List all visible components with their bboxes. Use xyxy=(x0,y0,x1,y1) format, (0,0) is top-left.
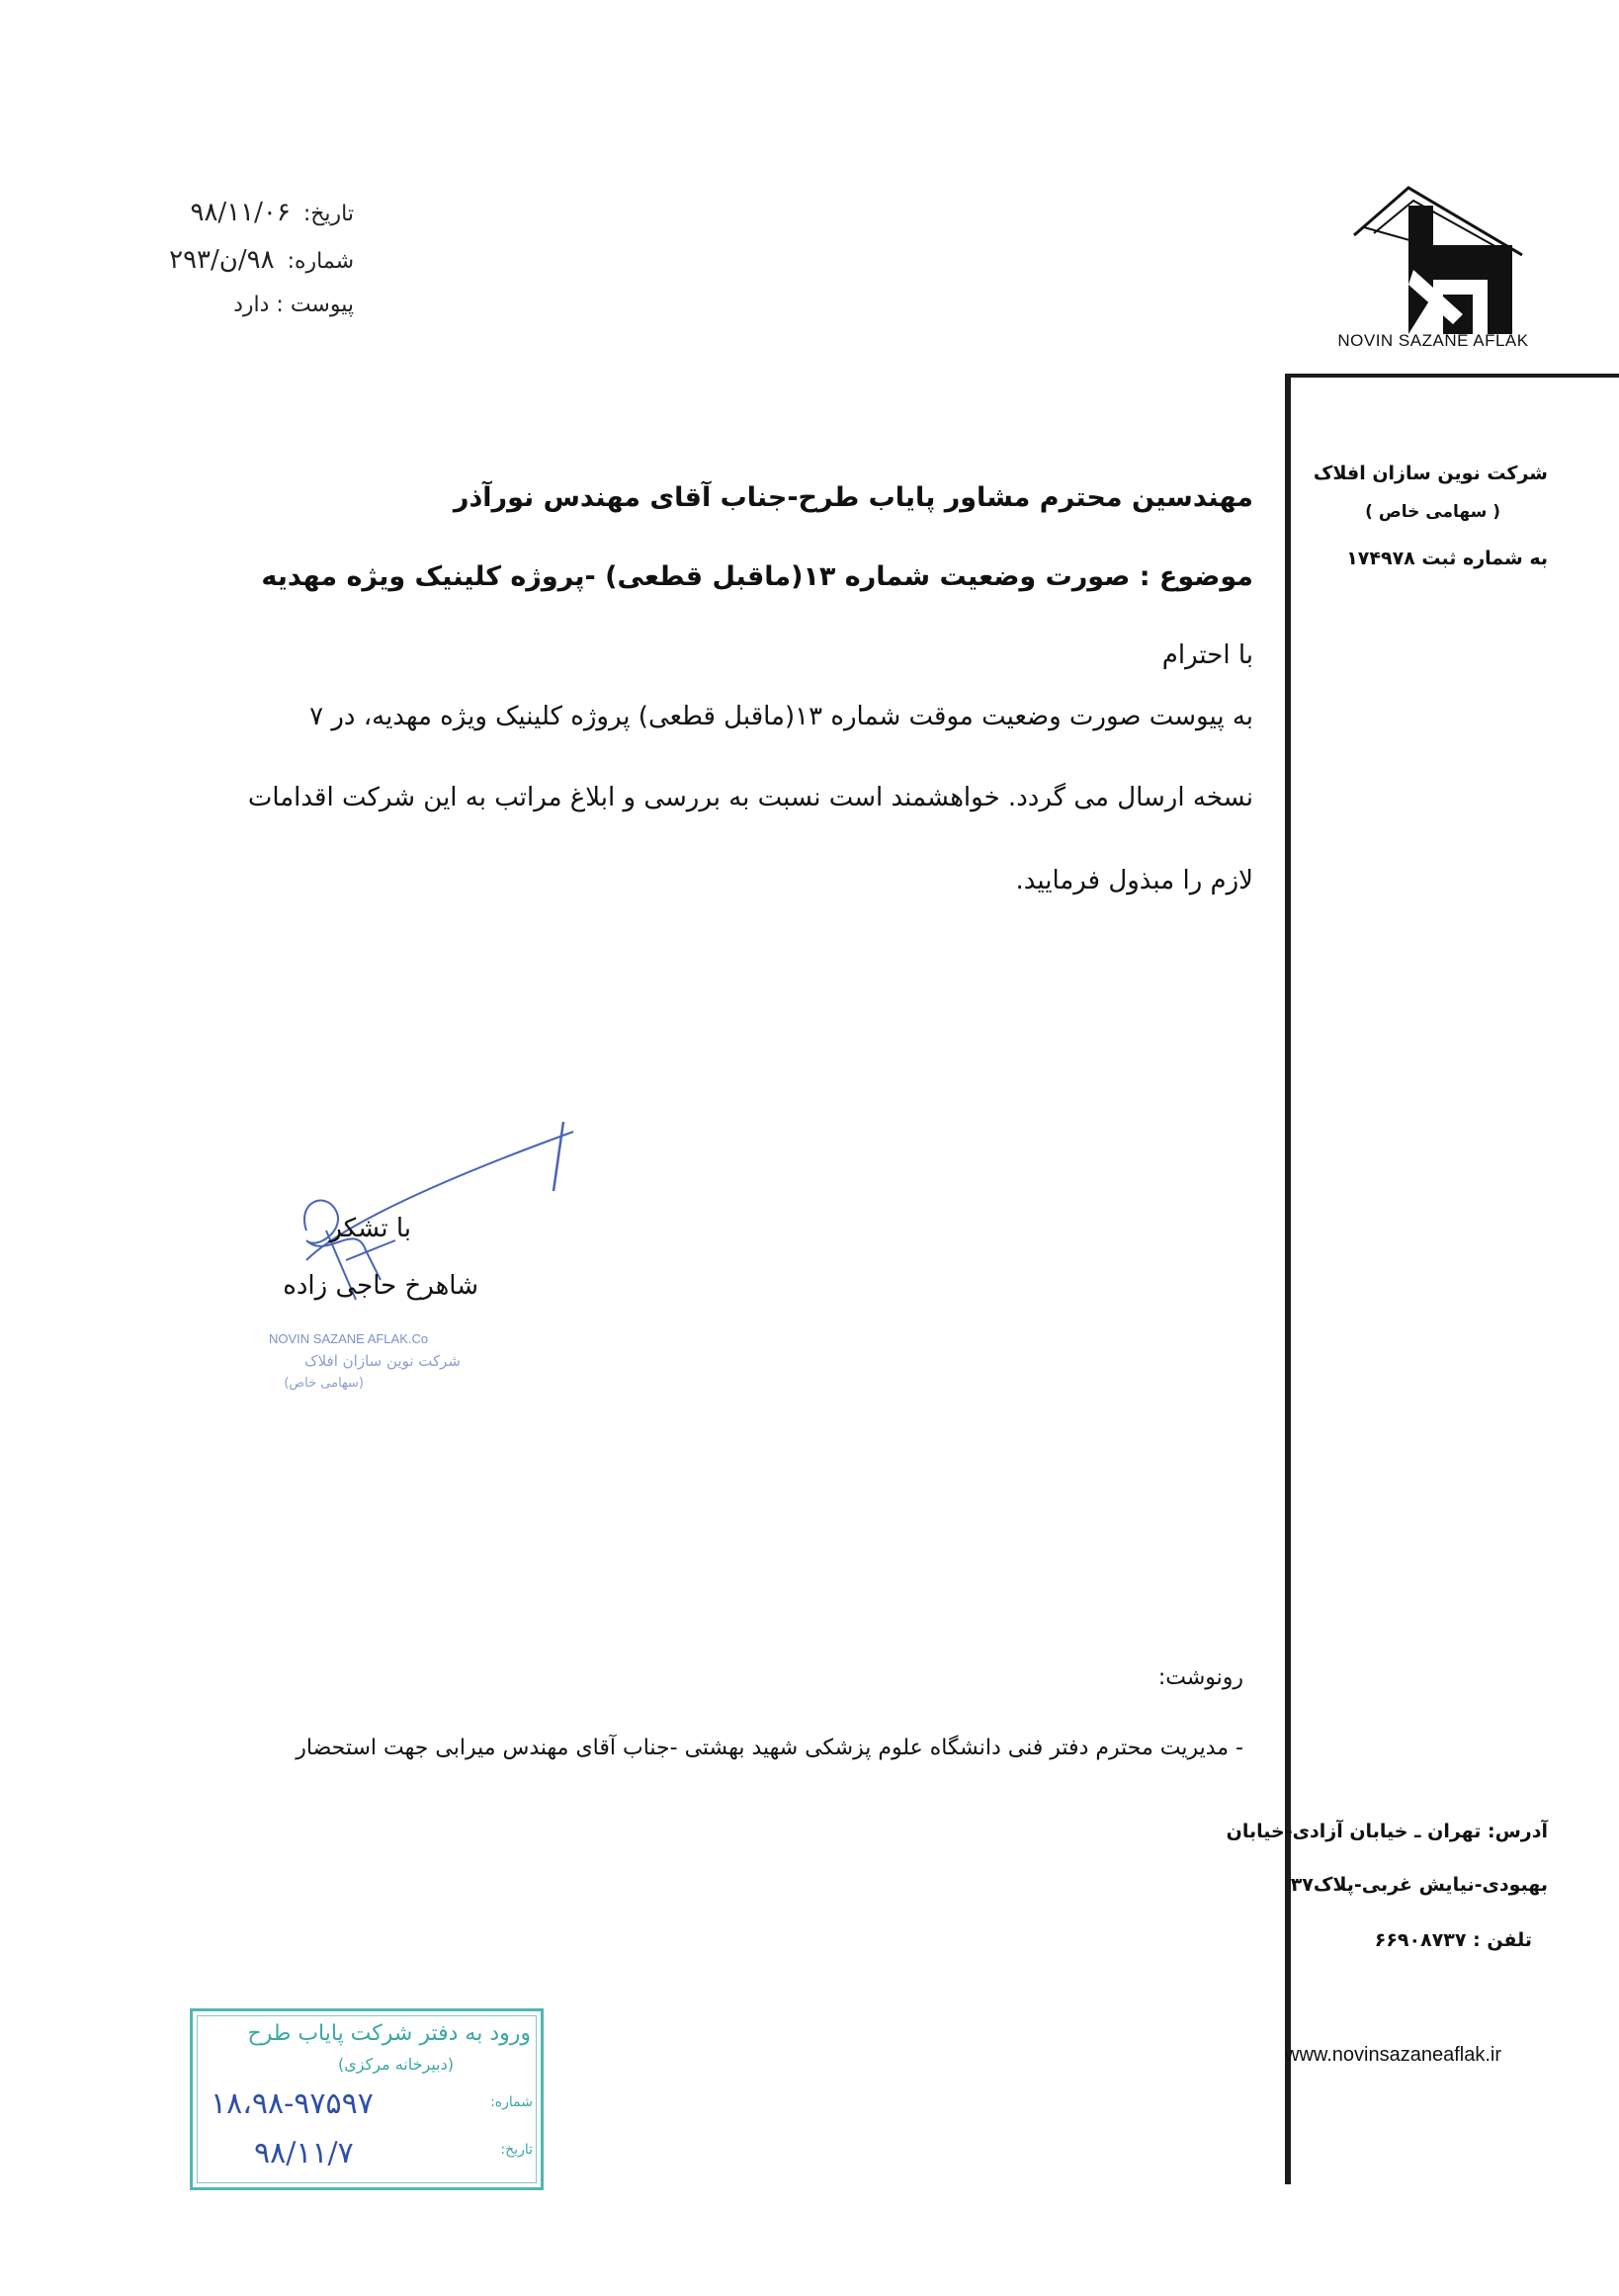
receipt-date-label: تاریخ: xyxy=(500,2142,533,2158)
closing: با تشکر xyxy=(329,1214,411,1243)
attachment-line xyxy=(233,293,354,317)
registration-number: به شماره ثبت ۱۷۴۹۷۸ xyxy=(1346,548,1548,569)
phone: تلفن : ۶۶۹۰۸۷۳۷ xyxy=(1374,1929,1532,1951)
number-label: شماره: xyxy=(287,249,354,274)
receipt-number-label: شماره: xyxy=(490,2094,533,2110)
signer-name: شاهرخ حاجی زاده xyxy=(283,1271,478,1301)
header-rule xyxy=(1285,374,1619,378)
date-line xyxy=(191,198,355,227)
salutation: با احترام xyxy=(1161,640,1253,670)
body-line-1: به پیوست صورت وضعیت موقت شماره ۱۳(ماقبل قطعی) پروژه کلینیک ویژه مهدیه، در ۷ xyxy=(309,702,1253,731)
company-logo xyxy=(1315,176,1542,354)
receipt-title: ورود به دفتر شرکت پایاب طرح xyxy=(247,2021,531,2046)
company-name: شرکت نوین سازان افلاک xyxy=(1313,463,1548,484)
body-line-2: نسخه ارسال می گردد. خواهشمند است نسبت به بررسی و ابلاغ مراتب به این شرکت اقدامات xyxy=(247,783,1253,812)
address-line-2: بهبودی-نیایش غربی-پلاک۳۷ xyxy=(1290,1874,1548,1896)
subject: موضوع : صورت وضعیت شماره ۱۳(ماقبل قطعی) -پروژه کلینیک ویژه مهدیه xyxy=(261,561,1253,592)
sidebar-rule xyxy=(1285,376,1291,2184)
date-value: ۹۸/۱۱/۰۶ xyxy=(190,198,291,227)
attachment-label: پیوست : دارد xyxy=(233,293,354,317)
company-stamp-en: NOVIN SAZANE AFLAK.Co xyxy=(269,1331,429,1346)
company-stamp-fa: شرکت نوین سازان افلاک xyxy=(304,1352,461,1370)
company-type: ( سهامی خاص ) xyxy=(1365,502,1500,522)
logo-caption: NOVIN SAZANE AFLAK xyxy=(1337,331,1529,350)
company-stamp-type: (سهامی خاص) xyxy=(284,1376,364,1391)
body-line-3: لازم را مبذول فرمایید. xyxy=(1015,866,1253,895)
receipt-subtitle: (دبیرخانه مرکزی) xyxy=(338,2055,454,2074)
cc-label: رونوشت: xyxy=(1157,1665,1243,1690)
number-value: ۹۸/ن/۲۹۳ xyxy=(169,245,275,275)
receipt-date-value: ۹۸/۱۱/۷ xyxy=(254,2136,354,2170)
website-link[interactable]: www.novinsazaneaflak.ir xyxy=(1285,2044,1501,2066)
address-line-1: آدرس: تهران ـ خیابان آزادی-خیابان xyxy=(1226,1821,1548,1842)
recipient: مهندسین محترم مشاور پایاب طرح-جناب آقای مهندس نورآذر xyxy=(453,482,1253,513)
number-line xyxy=(169,245,354,275)
receipt-number-value: ۱۸،۹۸-۹۷۵۹۷ xyxy=(211,2086,374,2121)
date-label: تاریخ: xyxy=(302,202,354,226)
cc-item: - مدیریت محترم دفتر فنی دانشگاه علوم پزشکی شهید بهشتی -جناب آقای مهندس میرابی جهت استحضار xyxy=(296,1736,1243,1760)
receipt-stamp xyxy=(190,2008,544,2190)
